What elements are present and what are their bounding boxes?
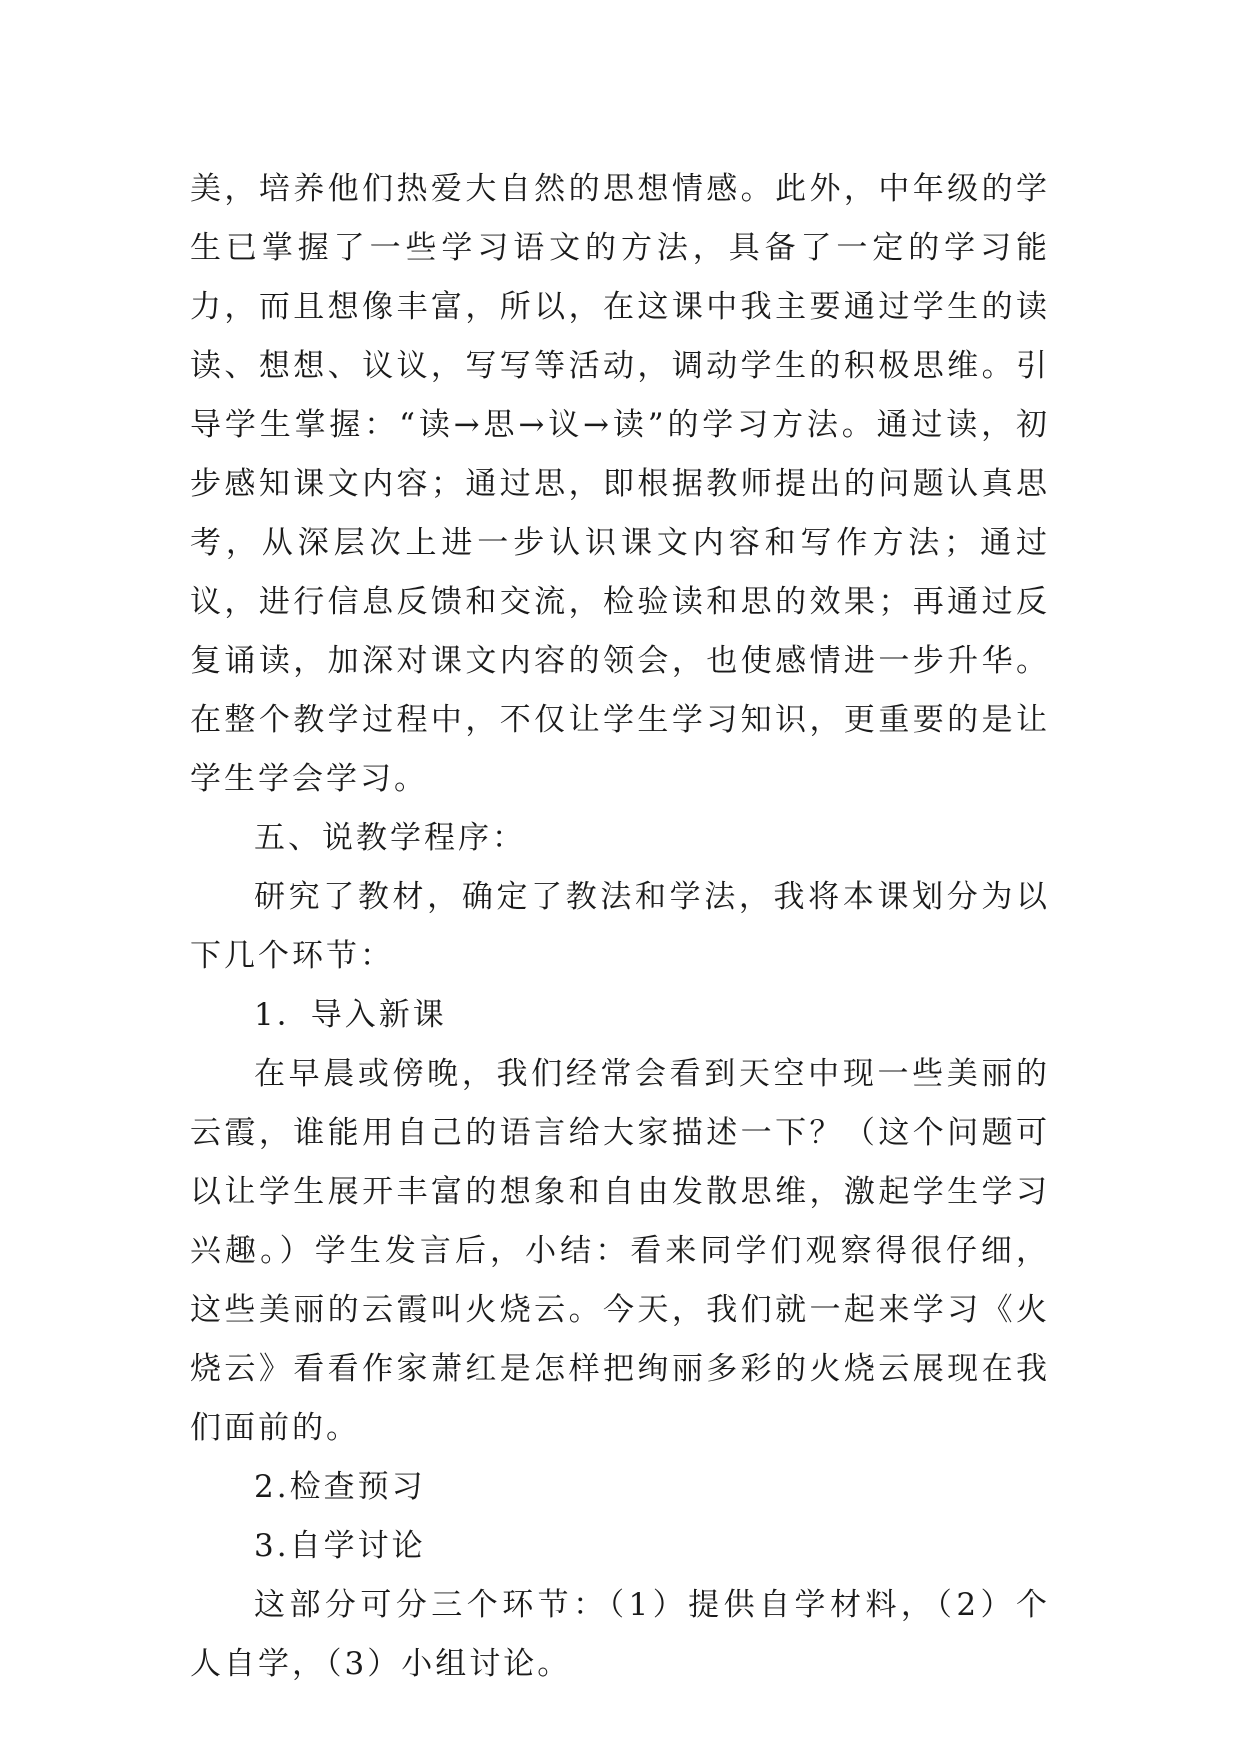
paragraph-procedure-overview: 研究了教材，确定了教法和学法，我将本课划分为以下几个环节： <box>190 879 1050 974</box>
step-heading-self-study: 3.自学讨论 <box>254 1528 426 1564</box>
step-heading-introduce-lesson: 1．导入新课 <box>254 997 447 1033</box>
paragraph-self-study: 这部分可分三个环节：（1）提供自学材料，（2）个人自学，（3）小组讨论。 <box>190 1587 1050 1682</box>
document-page <box>190 160 1050 1694</box>
paragraph-intro-continued: 美，培养他们热爱大自然的思想情感。此外，中年级的学生已掌握了一些学习语文的方法，具备了一定的学习能力，而且想像丰富，所以，在这课中我主要通过学生的读读、想想、议议，写写等活动，调动学生的积极思维。引导学生掌握：“读→思→议→读”的学习方法。通过读，初步感知课文内容；通过思，即根据教师提出的问题认真思考，从深层次上进一步认识课文内容和写作方法；通过议，进行信息反馈和交流，检验读和思的效果；再通过反复诵读，加深对课文内容的领会，也使感情进一步升华。在整个教学过程中，不仅让学生学习知识，更重要的是让学生学会学习。 <box>190 171 1050 797</box>
step-heading-check-preview: 2.检查预习 <box>254 1469 426 1505</box>
section-heading-teaching-procedure: 五、说教学程序： <box>254 820 526 856</box>
paragraph-introduce-lesson: 在早晨或傍晚，我们经常会看到天空中现一些美丽的云霞，谁能用自己的语言给大家描述一下？（这个问题可以让学生展开丰富的想象和自由发散思维，激起学生学习兴趣。）学生发言后，小结：看来同学们观察得很仔细，这些美丽的云霞叫火烧云。今天，我们就一起来学习《火烧云》看看作家萧红是怎样把绚丽多彩的火烧云展现在我们面前的。 <box>190 1056 1050 1446</box>
